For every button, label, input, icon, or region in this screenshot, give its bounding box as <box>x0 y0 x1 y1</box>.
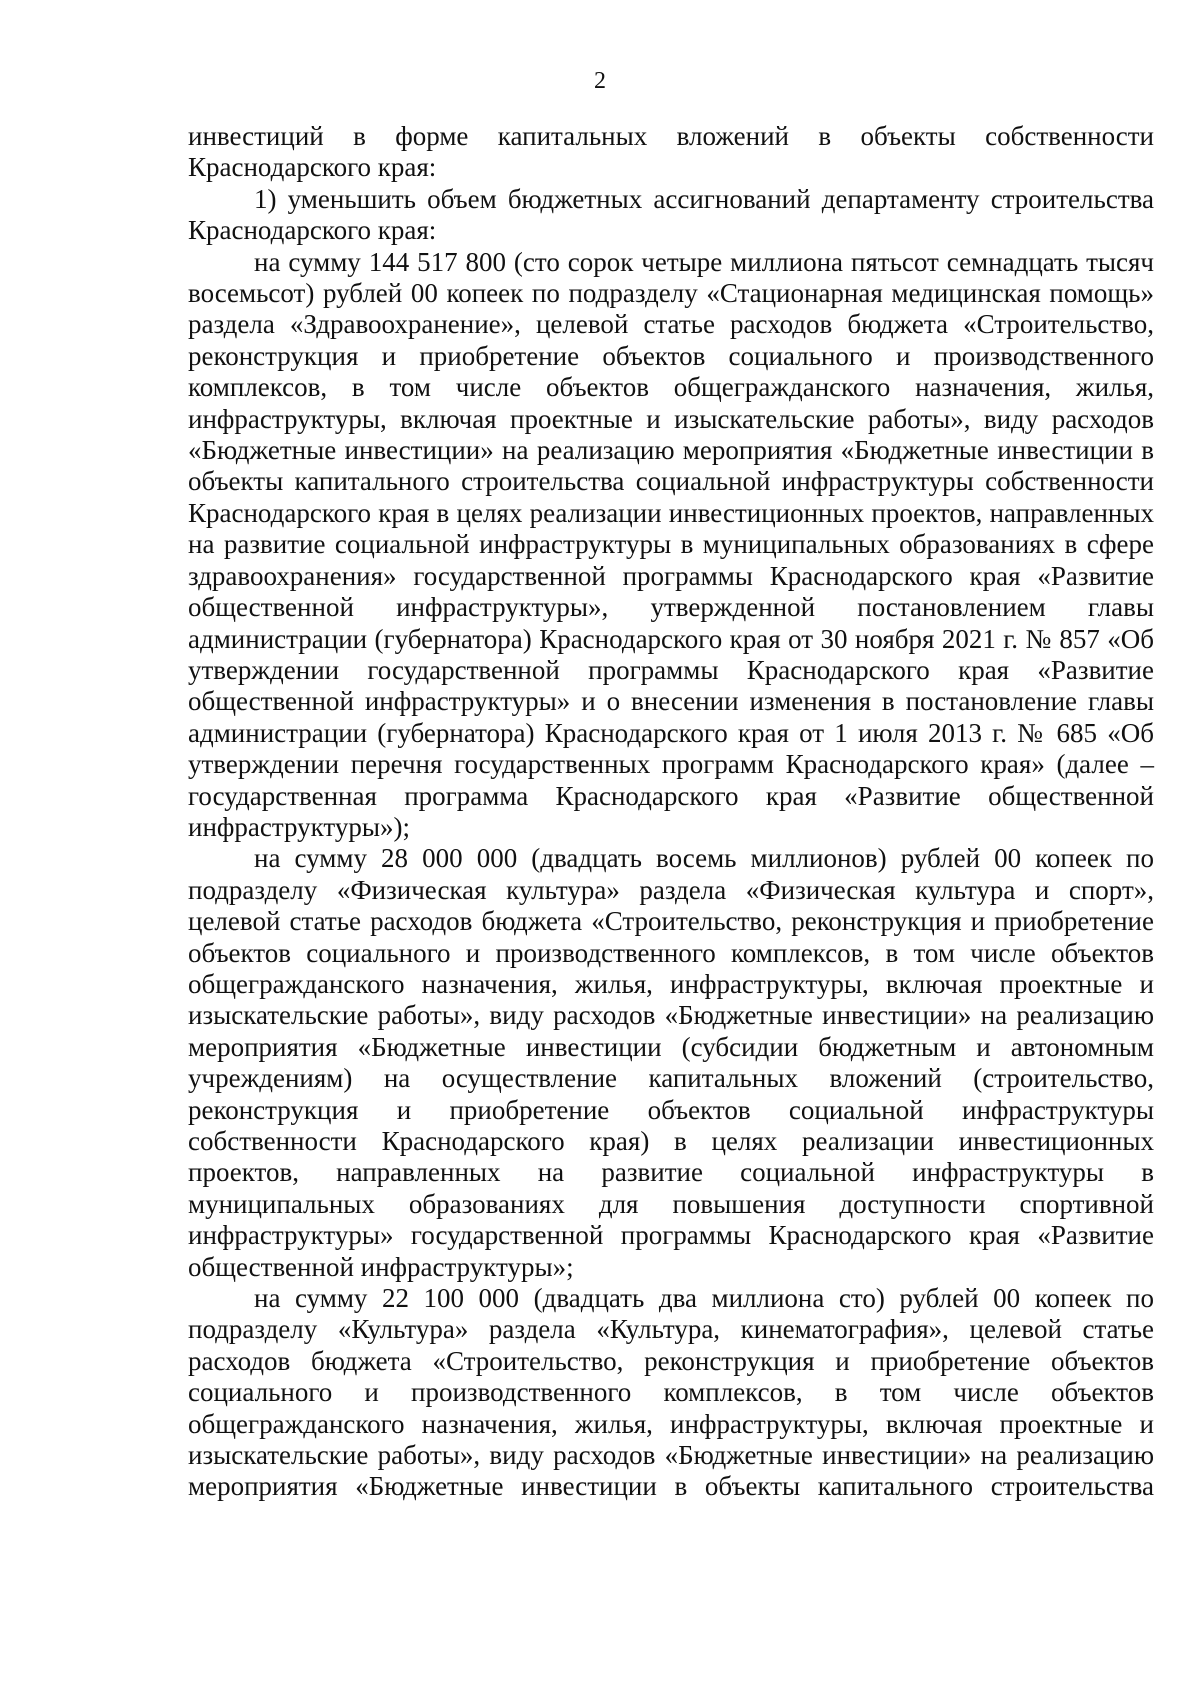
document-body <box>188 121 1154 1503</box>
paragraph-amount-sport: на сумму 28 000 000 (двадцать восемь миллионов) рублей 00 копеек по подразделу «Физическая культура» раздела «Физическая культура и спорт», целевой статье расходов бюджета «Строительство, реконструкция и приобретение объектов социального и производственного комплексов, в том числе объектов общегражданского назначения, жилья, инфраструктуры, включая проектные и изыскательские работы», виду расходов «Бюджетные инвестиции» на реализацию мероприятия «Бюджетные инвестиции (субсидии бюджетным и автономным учреждениям) на осуществление капитальных вложений (строительство, реконструкция и приобретение объектов социальной инфраструктуры собственности Краснодарского края) в целях реализации инвестиционных проектов, направленных на развитие социальной инфраструктуры в муниципальных образованиях для повышения доступности спортивной инфраструктуры» государственной программы Краснодарского края «Развитие общественной инфраструктуры»; <box>188 843 1154 1282</box>
paragraph-continuation: инвестиций в форме капитальных вложений в объекты собственности Краснодарского края: <box>188 121 1154 183</box>
paragraph-amount-healthcare: на сумму 144 517 800 (сто сорок четыре миллиона пятьсот семнадцать тысяч восемьсот) рублей 00 копеек по подразделу «Стационарная медицинская помощь» раздела «Здравоохранение», целевой статье расходов бюджета «Строительство, реконструкция и приобретение объектов социального и производственного комплексов, в том числе объектов общегражданского назначения, жилья, инфраструктуры, включая проектные и изыскательские работы», виду расходов «Бюджетные инвестиции» на реализацию мероприятия «Бюджетные инвестиции в объекты капитального строительства социальной инфраструктуры собственности Краснодарского края в целях реализации инвестиционных проектов, направленных на развитие социальной инфраструктуры в муниципальных образованиях в сфере здравоохранения» государственной программы Краснодарского края «Развитие общественной инфраструктуры», утвержденной постановлением главы администрации (губернатора) Краснодарского края от 30 ноября 2021 г. № 857 «Об утверждении государственной программы Краснодарского края «Развитие общественной инфраструктуры» и о внесении изменения в постановление главы администрации (губернатора) Краснодарского края от 1 июля 2013 г. № 685 «Об утверждении перечня государственных программ Краснодарского края» (далее – государственная программа Краснодарского края «Развитие общественной инфраструктуры»); <box>188 246 1154 842</box>
paragraph-amount-culture: на сумму 22 100 000 (двадцать два миллиона сто) рублей 00 копеек по подразделу «Культура» раздела «Культура, кинематография», целевой статье расходов бюджета «Строительство, реконструкция и приобретение объектов социального и производственного комплексов, в том числе объектов общегражданского назначения, жилья, инфраструктуры, включая проектные и изыскательские работы», виду расходов «Бюджетные инвестиции» на реализацию мероприятия «Бюджетные инвестиции в объекты капитального строительства <box>188 1283 1154 1502</box>
page-number: 2 <box>594 68 606 94</box>
paragraph-item-1: 1) уменьшить объем бюджетных ассигнований департаменту строительства Краснодарского края: <box>188 183 1154 246</box>
